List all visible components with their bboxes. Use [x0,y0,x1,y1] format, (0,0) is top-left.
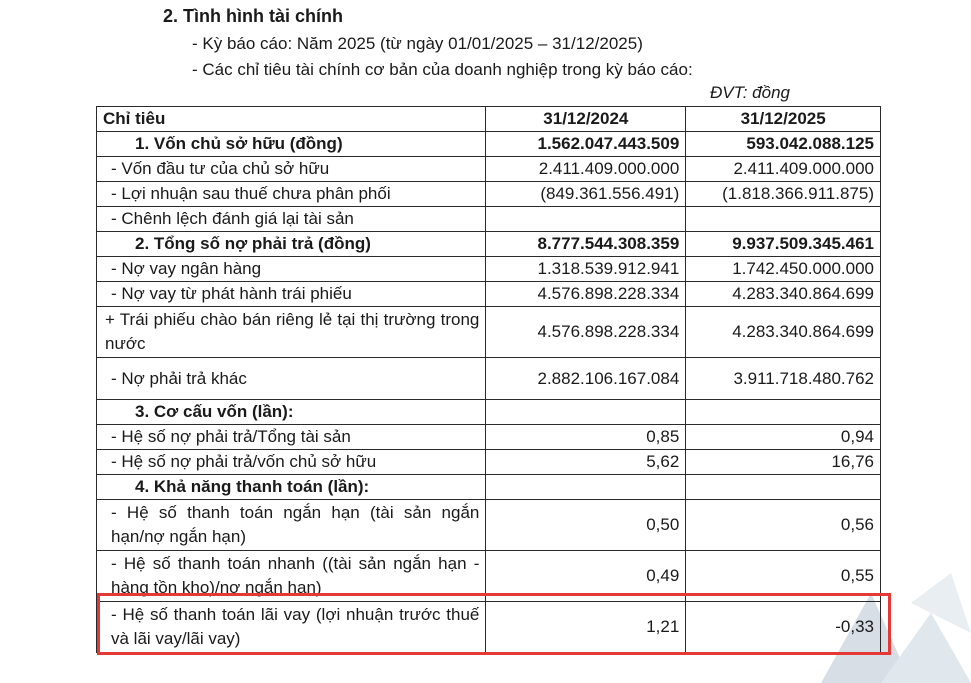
value-2025: 593.042.088.125 [686,132,881,157]
value-2025: 3.911.718.480.762 [686,358,881,400]
value-2025: 0,56 [686,500,881,551]
row-label: - Nợ phải trả khác [97,358,486,400]
value-2025: 1.742.450.000.000 [686,257,881,282]
row-label: - Chênh lệch đánh giá lại tài sản [97,207,486,232]
value-2025: 16,76 [686,450,881,475]
value-2024: 0,49 [486,551,686,602]
value-2024 [486,400,686,425]
value-2025: 4.283.340.864.699 [686,307,881,358]
value-2025: (1.818.366.911.875) [686,182,881,207]
value-2024: 2.882.106.167.084 [486,358,686,400]
unit-label: ĐVT: đồng [710,83,791,102]
row-label: - Hệ số thanh toán ngắn hạn (tài sản ngắn hạn/nợ ngắn hạn) [97,500,486,551]
row-label: - Vốn đầu tư của chủ sở hữu [97,157,486,182]
value-2024: (849.361.556.491) [486,182,686,207]
table-row [97,500,881,551]
table-row [97,257,881,282]
financial-indicators-table [96,106,881,653]
row-label: 4. Khả năng thanh toán (lần): [97,475,486,500]
row-label: - Hệ số thanh toán nhanh ((tài sản ngắn hạn - hàng tồn kho)/nợ ngắn hạn) [97,551,486,602]
table-row [97,132,881,157]
value-2024: 8.777.544.308.359 [486,232,686,257]
value-2024: 0,50 [486,500,686,551]
value-2025 [686,400,881,425]
value-2024: 1.318.539.912.941 [486,257,686,282]
value-2024 [486,475,686,500]
indicators-intro-text: - Các chỉ tiêu tài chính cơ bản của doanh nghiệp trong kỳ báo cáo: [192,60,693,79]
row-label: 1. Vốn chủ sở hữu (đồng) [97,132,486,157]
row-label: - Nợ vay từ phát hành trái phiếu [97,282,486,307]
table-row [97,425,881,450]
table-row [97,602,881,653]
table-row [97,400,881,425]
table-row [97,182,881,207]
value-2024 [486,207,686,232]
table-row [97,232,881,257]
header-2025: 31/12/2025 [686,107,881,132]
table-row [97,157,881,182]
table-row [97,450,881,475]
row-label: - Hệ số nợ phải trả/vốn chủ sở hữu [97,450,486,475]
table-row [97,207,881,232]
table-row [97,475,881,500]
header-2024: 31/12/2024 [486,107,686,132]
value-2024: 4.576.898.228.334 [486,282,686,307]
row-label: 3. Cơ cấu vốn (lần): [97,400,486,425]
value-2024: 1.562.047.443.509 [486,132,686,157]
table-header-row [97,107,881,132]
row-label: + Trái phiếu chào bán riêng lẻ tại thị trường trong nước [97,307,486,358]
value-2024: 4.576.898.228.334 [486,307,686,358]
header-indicator: Chỉ tiêu [97,107,486,132]
row-label: - Hệ số thanh toán lãi vay (lợi nhuận trước thuế và lãi vay/lãi vay) [97,602,486,653]
row-label: 2. Tổng số nợ phải trả (đồng) [97,232,486,257]
value-2025: 4.283.340.864.699 [686,282,881,307]
table-row [97,307,881,358]
value-2024: 1,21 [486,602,686,653]
row-label: - Lợi nhuận sau thuế chưa phân phối [97,182,486,207]
value-2025 [686,207,881,232]
section-title: 2. Tình hình tài chính [163,6,343,26]
value-2025: 9.937.509.345.461 [686,232,881,257]
row-label: - Hệ số nợ phải trả/Tổng tài sản [97,425,486,450]
table-row [97,358,881,400]
value-2025 [686,475,881,500]
value-2025: 0,55 [686,551,881,602]
table-row [97,282,881,307]
value-2025: 2.411.409.000.000 [686,157,881,182]
row-label: - Nợ vay ngân hàng [97,257,486,282]
value-2024: 2.411.409.000.000 [486,157,686,182]
value-2024: 0,85 [486,425,686,450]
reporting-period-text: - Kỳ báo cáo: Năm 2025 (từ ngày 01/01/2025 – 31/12/2025) [192,34,643,53]
value-2024: 5,62 [486,450,686,475]
value-2025: 0,94 [686,425,881,450]
value-2025: -0,33 [686,602,881,653]
table-row [97,551,881,602]
